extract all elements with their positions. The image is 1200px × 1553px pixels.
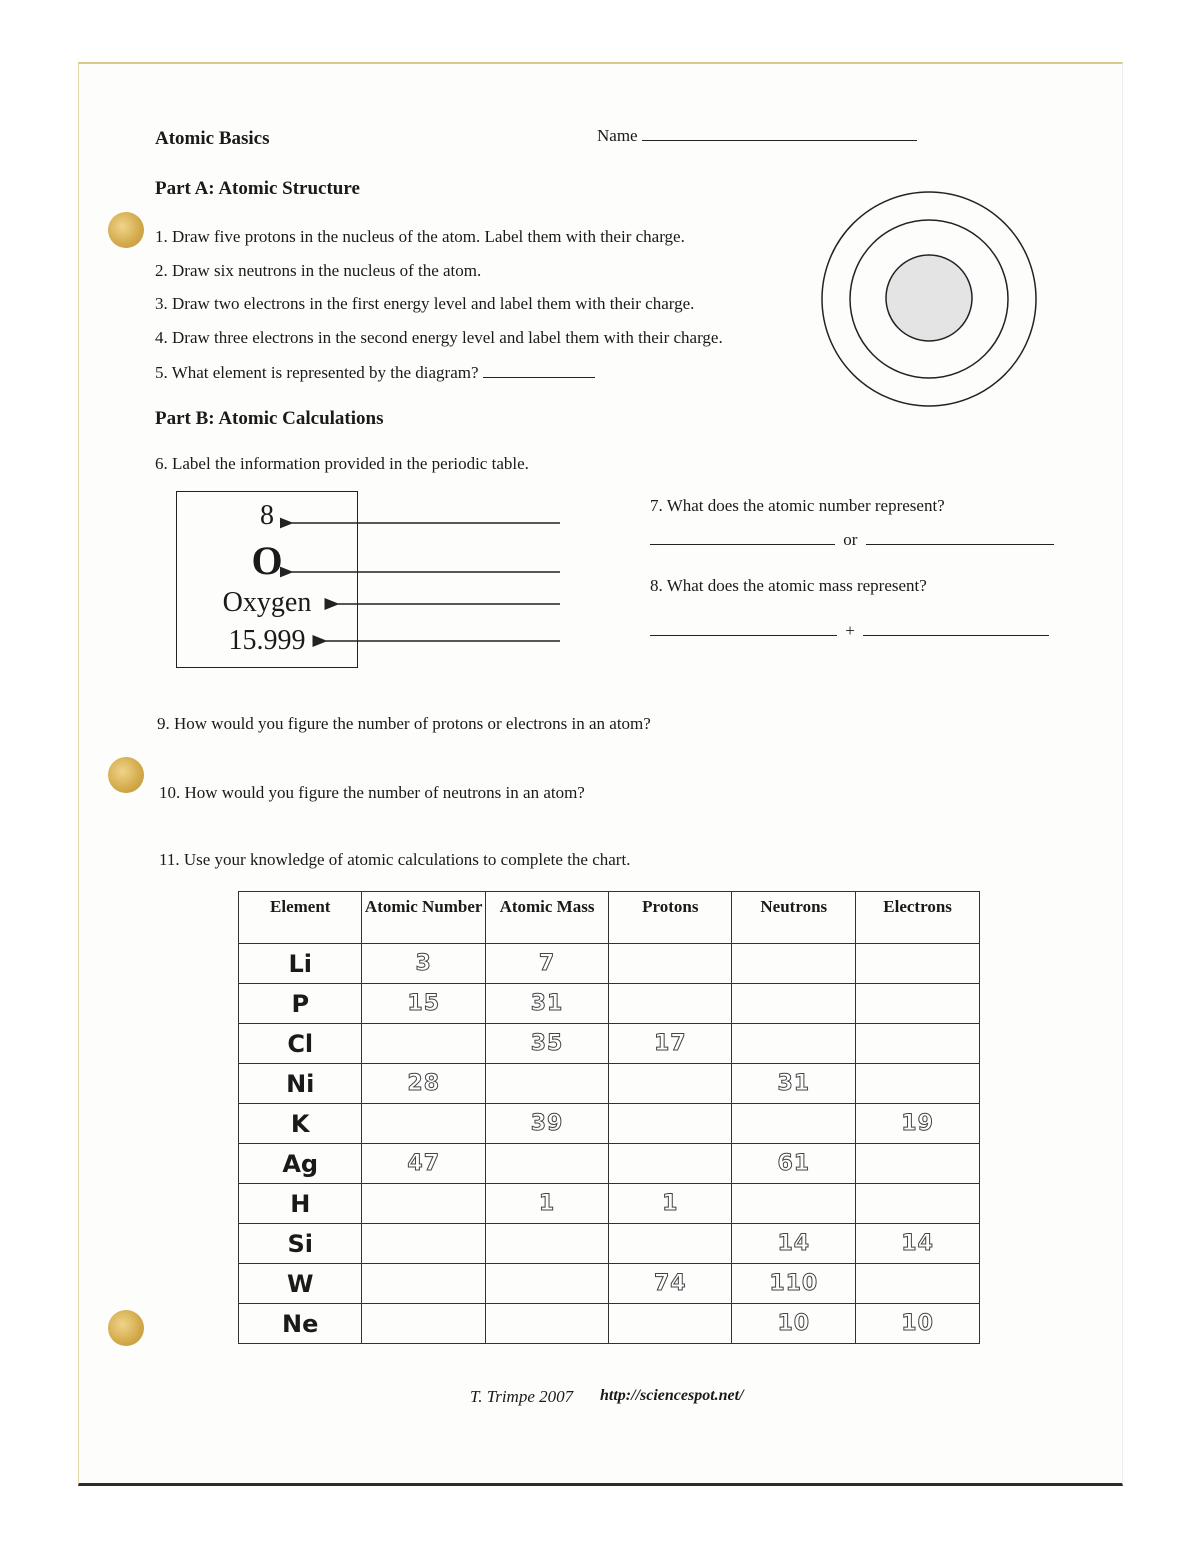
protons-cell[interactable]: 17 xyxy=(609,1024,732,1064)
atomic-mass-cell[interactable]: 39 xyxy=(485,1104,608,1144)
part-a-heading: Part A: Atomic Structure xyxy=(155,178,360,199)
question-1: 1. Draw five protons in the nucleus of the atom. Label them with their charge. xyxy=(155,227,685,246)
electrons-cell[interactable]: 10 xyxy=(856,1304,980,1344)
protons-cell[interactable] xyxy=(609,1304,732,1344)
atomic-number-cell[interactable]: 47 xyxy=(362,1144,485,1184)
atomic-number-cell[interactable]: 28 xyxy=(362,1064,485,1104)
header-atomic-number: Atomic Number xyxy=(362,892,485,944)
element-symbol-cell: P xyxy=(239,984,362,1024)
answer-blank[interactable] xyxy=(863,635,1049,636)
atomic-mass-cell[interactable]: 7 xyxy=(485,944,608,984)
neutrons-cell[interactable]: 10 xyxy=(732,1304,856,1344)
table-row xyxy=(239,1264,980,1304)
neutrons-cell[interactable] xyxy=(732,944,856,984)
table-row xyxy=(239,1304,980,1344)
footer-url[interactable]: http://sciencespot.net/ xyxy=(600,1387,744,1404)
binder-hole xyxy=(108,1310,144,1346)
electrons-cell[interactable] xyxy=(856,984,980,1024)
atomic-mass-cell[interactable] xyxy=(485,1224,608,1264)
neutrons-cell[interactable] xyxy=(732,1184,856,1224)
question-9: 9. How would you figure the number of protons or electrons in an atom? xyxy=(157,714,651,733)
header-protons: Protons xyxy=(609,892,732,944)
atomic-mass: 15.999 xyxy=(228,625,306,656)
protons-cell[interactable]: 74 xyxy=(609,1264,732,1304)
question-7-answer[interactable] xyxy=(650,530,1054,550)
atomic-number-cell[interactable]: 3 xyxy=(362,944,485,984)
question-6: 6. Label the information provided in the periodic table. xyxy=(155,454,529,473)
electrons-cell[interactable]: 19 xyxy=(856,1104,980,1144)
nucleus xyxy=(886,255,972,341)
atom-diagram[interactable] xyxy=(818,188,1042,412)
atomic-mass-cell[interactable] xyxy=(485,1144,608,1184)
question-8-answer[interactable] xyxy=(650,621,1049,641)
protons-cell[interactable] xyxy=(609,1064,732,1104)
question-8: 8. What does the atomic mass represent? xyxy=(650,576,927,595)
element-symbol-cell: Si xyxy=(239,1224,362,1264)
question-2: 2. Draw six neutrons in the nucleus of the atom. xyxy=(155,261,482,280)
or-text: or xyxy=(843,530,858,549)
neutrons-cell[interactable]: 61 xyxy=(732,1144,856,1184)
atomic-mass-cell[interactable]: 1 xyxy=(485,1184,608,1224)
question-11: 11. Use your knowledge of atomic calculations to complete the chart. xyxy=(159,850,631,869)
answer-blank[interactable] xyxy=(866,544,1054,545)
electrons-cell[interactable] xyxy=(856,1064,980,1104)
name-field[interactable] xyxy=(597,126,917,146)
question-10: 10. How would you figure the number of neutrons in an atom? xyxy=(159,783,585,802)
electrons-cell[interactable]: 14 xyxy=(856,1224,980,1264)
question-3: 3. Draw two electrons in the first energy level and label them with their charge. xyxy=(155,294,695,313)
atomic-number-cell[interactable]: 15 xyxy=(362,984,485,1024)
header-element: Element xyxy=(239,892,362,944)
atomic-calculations-chart xyxy=(238,891,980,1344)
table-row xyxy=(239,1064,980,1104)
part-b-heading: Part B: Atomic Calculations xyxy=(155,408,384,429)
name-label: Name xyxy=(597,126,638,145)
electrons-cell[interactable] xyxy=(856,944,980,984)
protons-cell[interactable] xyxy=(609,1104,732,1144)
table-row xyxy=(239,1104,980,1144)
element-symbol-cell: Cl xyxy=(239,1024,362,1064)
atomic-mass-cell[interactable] xyxy=(485,1304,608,1344)
question-5 xyxy=(155,363,595,383)
worksheet-title: Atomic Basics xyxy=(155,128,270,149)
header-neutrons: Neutrons xyxy=(732,892,856,944)
question-4: 4. Draw three electrons in the second energy level and label them with their charge. xyxy=(155,328,723,347)
element-symbol-cell: W xyxy=(239,1264,362,1304)
atomic-number-cell[interactable] xyxy=(362,1104,485,1144)
element-symbol-cell: Ni xyxy=(239,1064,362,1104)
atomic-number-cell[interactable] xyxy=(362,1264,485,1304)
question-5-blank[interactable] xyxy=(483,377,595,378)
atomic-number-cell[interactable] xyxy=(362,1224,485,1264)
question-7: 7. What does the atomic number represent? xyxy=(650,496,945,515)
atomic-number-cell[interactable] xyxy=(362,1024,485,1064)
table-row xyxy=(239,1024,980,1064)
atomic-mass-cell[interactable] xyxy=(485,1264,608,1304)
binder-hole xyxy=(108,757,144,793)
protons-cell[interactable] xyxy=(609,1224,732,1264)
table-row xyxy=(239,1224,980,1264)
element-symbol: O xyxy=(251,538,283,583)
element-symbol-cell: Ne xyxy=(239,1304,362,1344)
table-row xyxy=(239,944,980,984)
element-symbol-cell: K xyxy=(239,1104,362,1144)
element-symbol-cell: Li xyxy=(239,944,362,984)
element-name: Oxygen xyxy=(222,587,312,618)
atomic-number-cell[interactable] xyxy=(362,1184,485,1224)
footer-author: T. Trimpe 2007 xyxy=(470,1387,574,1406)
neutrons-cell[interactable]: 110 xyxy=(732,1264,856,1304)
table-row xyxy=(239,1184,980,1224)
atomic-number-cell[interactable] xyxy=(362,1304,485,1344)
electrons-cell[interactable] xyxy=(856,1024,980,1064)
header-atomic-mass: Atomic Mass xyxy=(485,892,608,944)
name-blank[interactable] xyxy=(642,140,917,141)
neutrons-cell[interactable]: 31 xyxy=(732,1064,856,1104)
header-electrons: Electrons xyxy=(856,892,980,944)
protons-cell[interactable] xyxy=(609,984,732,1024)
atomic-mass-cell[interactable]: 35 xyxy=(485,1024,608,1064)
answer-blank[interactable] xyxy=(650,635,837,636)
electrons-cell[interactable] xyxy=(856,1264,980,1304)
electrons-cell[interactable] xyxy=(856,1184,980,1224)
atomic-mass-cell[interactable] xyxy=(485,1064,608,1104)
neutrons-cell[interactable] xyxy=(732,984,856,1024)
answer-blank[interactable] xyxy=(650,544,835,545)
neutrons-cell[interactable] xyxy=(732,1104,856,1144)
electrons-cell[interactable] xyxy=(856,1144,980,1184)
table-row xyxy=(239,1144,980,1184)
protons-cell[interactable] xyxy=(609,1144,732,1184)
chart-header-row xyxy=(239,892,980,944)
protons-cell[interactable] xyxy=(609,944,732,984)
atomic-number: 8 xyxy=(260,500,274,531)
neutrons-cell[interactable]: 14 xyxy=(732,1224,856,1264)
element-symbol-cell: H xyxy=(239,1184,362,1224)
binder-hole xyxy=(108,212,144,248)
question-5-text: 5. What element is represented by the diagram? xyxy=(155,363,479,382)
neutrons-cell[interactable] xyxy=(732,1024,856,1064)
protons-cell[interactable]: 1 xyxy=(609,1184,732,1224)
table-row xyxy=(239,984,980,1024)
atomic-mass-cell[interactable]: 31 xyxy=(485,984,608,1024)
label-arrows xyxy=(280,505,570,655)
plus-text: + xyxy=(845,621,855,640)
element-symbol-cell: Ag xyxy=(239,1144,362,1184)
